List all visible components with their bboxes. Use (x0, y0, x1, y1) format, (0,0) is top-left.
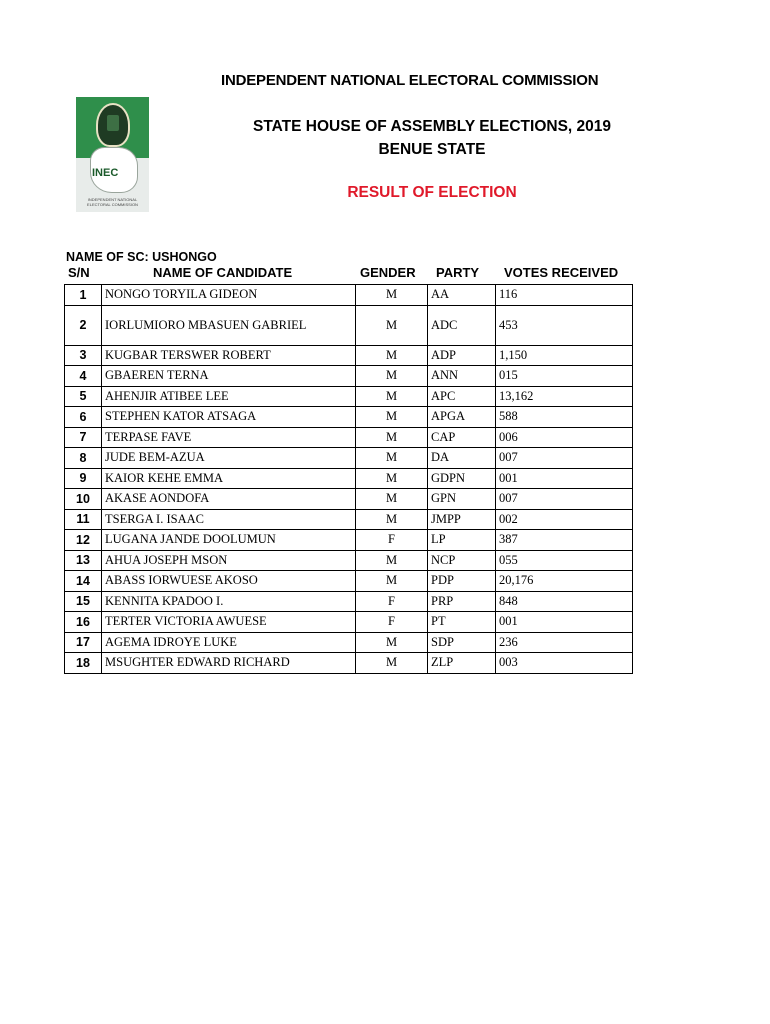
row-party: LP (427, 530, 495, 550)
row-sn: 5 (79, 389, 87, 404)
row-gender: M (355, 551, 427, 571)
table-row (65, 447, 632, 468)
inec-logo-icon (76, 97, 149, 212)
row-party: SDP (427, 633, 495, 653)
table-row (65, 509, 632, 530)
table-row (65, 570, 632, 591)
row-gender: M (355, 366, 427, 386)
col-party-header: PARTY (436, 265, 480, 280)
row-sn: 10 (76, 491, 90, 506)
row-candidate-name: KAIOR KEHE EMMA (101, 469, 355, 489)
row-candidate-name: NONGO TORYILA GIDEON (101, 285, 355, 305)
row-party: PDP (427, 571, 495, 591)
row-party: PRP (427, 592, 495, 612)
table-row (65, 468, 632, 489)
row-votes: 001 (495, 469, 632, 489)
row-gender: M (355, 387, 427, 407)
row-party: AA (427, 285, 495, 305)
row-votes: 055 (495, 551, 632, 571)
row-gender: M (355, 448, 427, 468)
row-gender: M (355, 285, 427, 305)
row-candidate-name: IORLUMIORO MBASUEN GABRIEL (101, 306, 355, 345)
row-party: JMPP (427, 510, 495, 530)
row-sn: 8 (79, 450, 87, 465)
col-votes-header: VOTES RECEIVED (504, 265, 619, 280)
table-row (65, 611, 632, 632)
row-party: APC (427, 387, 495, 407)
table-row (65, 652, 632, 673)
row-candidate-name: GBAEREN TERNA (101, 366, 355, 386)
row-party: ANN (427, 366, 495, 386)
row-party: GPN (427, 489, 495, 509)
row-votes: 387 (495, 530, 632, 550)
row-votes: 453 (495, 306, 632, 345)
row-votes: 015 (495, 366, 632, 386)
row-gender: M (355, 428, 427, 448)
row-gender: M (355, 407, 427, 427)
table-row (65, 406, 632, 427)
table-row (65, 345, 632, 366)
row-party: DA (427, 448, 495, 468)
result-heading: RESULT OF ELECTION (347, 184, 517, 201)
table-row (65, 365, 632, 386)
row-votes: 20,176 (495, 571, 632, 591)
row-candidate-name: STEPHEN KATOR ATSAGA (101, 407, 355, 427)
table-row (65, 488, 632, 509)
row-candidate-name: AHENJIR ATIBEE LEE (101, 387, 355, 407)
row-candidate-name: ABASS IORWUESE AKOSO (101, 571, 355, 591)
row-gender: M (355, 633, 427, 653)
row-votes: 588 (495, 407, 632, 427)
row-votes: 001 (495, 612, 632, 632)
row-gender: M (355, 510, 427, 530)
table-row (65, 591, 632, 612)
row-candidate-name: MSUGHTER EDWARD RICHARD (101, 653, 355, 673)
row-gender: M (355, 489, 427, 509)
row-votes: 1,150 (495, 346, 632, 366)
row-candidate-name: TERTER VICTORIA AWUESE (101, 612, 355, 632)
table-row (65, 305, 632, 345)
row-party: GDPN (427, 469, 495, 489)
row-sn: 7 (79, 430, 87, 445)
row-party: CAP (427, 428, 495, 448)
table-row (65, 632, 632, 653)
logo-text: INEC (92, 167, 119, 179)
row-candidate-name: KUGBAR TERSWER ROBERT (101, 346, 355, 366)
row-gender: M (355, 306, 427, 345)
row-votes: 003 (495, 653, 632, 673)
row-party: ZLP (427, 653, 495, 673)
row-party: PT (427, 612, 495, 632)
row-candidate-name: TERPASE FAVE (101, 428, 355, 448)
row-gender: F (355, 592, 427, 612)
row-gender: F (355, 530, 427, 550)
state-title: BENUE STATE (378, 141, 486, 158)
row-party: NCP (427, 551, 495, 571)
row-gender: M (355, 469, 427, 489)
row-party: ADC (427, 306, 495, 345)
row-sn: 1 (79, 287, 87, 302)
row-sn: 13 (76, 553, 90, 568)
col-sn-header: S/N (68, 265, 90, 280)
table-body (64, 284, 633, 674)
row-sn: 4 (79, 368, 87, 383)
row-sn: 9 (79, 471, 87, 486)
row-votes: 848 (495, 592, 632, 612)
row-votes: 007 (495, 489, 632, 509)
row-sn: 11 (76, 512, 90, 527)
coat-of-arms-icon (96, 103, 130, 147)
commission-title: INDEPENDENT NATIONAL ELECTORAL COMMISSION (221, 72, 599, 89)
row-party: ADP (427, 346, 495, 366)
row-sn: 16 (76, 614, 90, 629)
row-sn: 14 (76, 573, 90, 588)
row-votes: 007 (495, 448, 632, 468)
row-gender: F (355, 612, 427, 632)
row-sn: 6 (79, 409, 87, 424)
table-row (65, 427, 632, 448)
col-gender-header: GENDER (360, 265, 416, 280)
row-party: APGA (427, 407, 495, 427)
row-sn: 17 (76, 635, 90, 650)
row-candidate-name: AGEMA IDROYE LUKE (101, 633, 355, 653)
row-gender: M (355, 571, 427, 591)
election-title: STATE HOUSE OF ASSEMBLY ELECTIONS, 2019 (252, 118, 611, 135)
table-row (65, 529, 632, 550)
row-candidate-name: LUGANA JANDE DOOLUMUN (101, 530, 355, 550)
row-candidate-name: AKASE AONDOFA (101, 489, 355, 509)
row-candidate-name: JUDE BEM-AZUA (101, 448, 355, 468)
row-sn: 2 (79, 318, 87, 332)
sc-label: NAME OF SC: USHONGO (66, 250, 217, 264)
row-gender: M (355, 346, 427, 366)
row-candidate-name: AHUA JOSEPH MSON (101, 551, 355, 571)
row-sn: 15 (76, 594, 90, 609)
row-votes: 116 (495, 285, 632, 305)
logo-caption: INDEPENDENT NATIONAL ELECTORAL COMMISSION (87, 197, 138, 207)
row-candidate-name: KENNITA KPADOO I. (101, 592, 355, 612)
row-gender: M (355, 653, 427, 673)
table-row (65, 550, 632, 571)
table-row (65, 284, 632, 305)
table-row (65, 386, 632, 407)
row-candidate-name: TSERGA I. ISAAC (101, 510, 355, 530)
col-name-header: NAME OF CANDIDATE (153, 265, 293, 280)
row-sn: 3 (79, 348, 87, 363)
row-votes: 236 (495, 633, 632, 653)
row-votes: 13,162 (495, 387, 632, 407)
row-sn: 18 (76, 655, 90, 670)
row-votes: 006 (495, 428, 632, 448)
row-votes: 002 (495, 510, 632, 530)
row-sn: 12 (76, 532, 90, 547)
